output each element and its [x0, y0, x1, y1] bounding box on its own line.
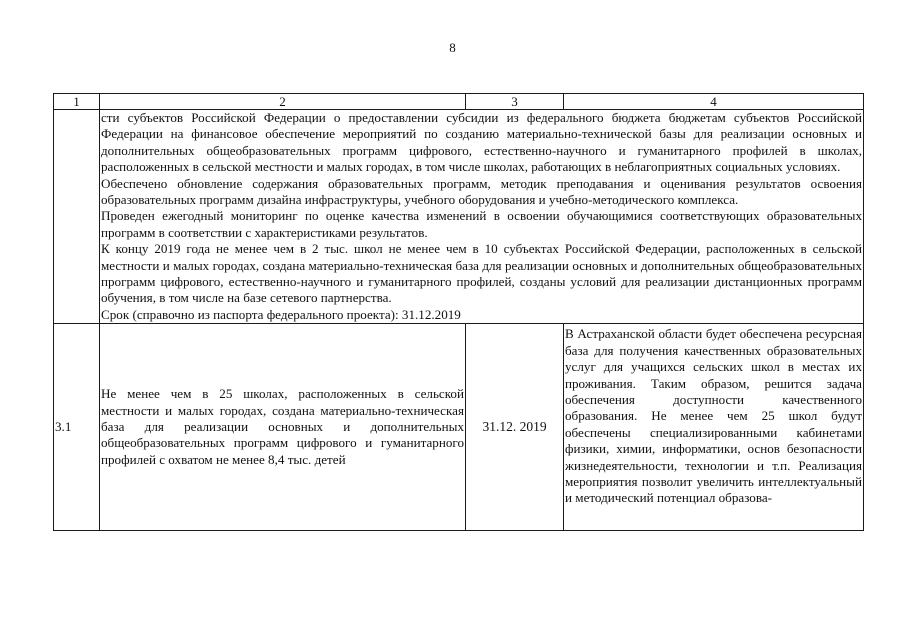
- intro-paragraph: сти субъектов Российской Федерации о предоставлении субсидии из федерального бюджета бюджетам субъектов Российской Федерации на финансовое обеспечение мероприятий по созданию материально-технической базы для реализации основных и дополнительных общеобразовательных программ цифрового, естественно-научного и гуманитарного профилей в школах, расположенных в сельской местности и малых городах, в том числе школах, работающих в неблагоприятных социальных условиях.: [101, 110, 862, 175]
- empty-number-cell: [54, 110, 100, 324]
- intro-paragraph: К концу 2019 года не менее чем в 2 тыс. школ не менее чем в 10 субъектах Российской Федерации, расположенных в сельской местности и малых городах, создана материально-техническая база для реализации основных и дополнительных общеобразовательных программ цифрового, естественно-научного и гуманитарного профилей, созданы условий для реализации дистанционных программ обучения, в том числе на базе сетевого партнерства.: [101, 241, 862, 306]
- row-number-cell: 3.1: [54, 324, 100, 531]
- comment-text: В Астраханской области будет обеспечена ресурсная база для получения качественных образовательных услуг для учащихся сельских школ в местах их проживания. Таким образом, решится задача обеспечения доступности качественного образования. Не менее чем 25 школ будут обеспечены специализированными кабинетами физики, химии, информатики, основ безопасности жизнедеятельности, технологии и т.п. Реализация мероприятия позволит увеличить интеллектуальный и методический потенциал образова-: [565, 326, 862, 506]
- column-header-2: 2: [100, 94, 466, 110]
- measure-description-cell: Не менее чем в 25 школах, расположенных в сельской местности и малых городах, создана материально-техническая база для реализации основных и дополнительных общеобразовательных программ цифрового и гуманитарного профилей с охватом не менее 8,4 тыс. детей: [100, 324, 466, 531]
- intro-paragraph: Обеспечено обновление содержания образовательных программ, методик преподавания и оценивания результатов освоения образовательных программ дизайна инфраструктуры, учебного оборудования и учебно-методического комплекса.: [101, 175, 862, 208]
- intro-paragraph: Проведен ежегодный мониторинг по оценке качества изменений в освоении обучающимися соответствующих образовательных программ в соответствии с характеристиками результатов.: [101, 208, 862, 240]
- column-header-3: 3: [466, 94, 564, 110]
- table-header-row: [54, 94, 864, 110]
- intro-text-cell: [100, 110, 864, 324]
- table-row-intro: [54, 110, 864, 324]
- deadline-paragraph: Срок (справочно из паспорта федерального проекта): 31.12.2019: [101, 306, 461, 322]
- table-row-3-1: [54, 324, 864, 531]
- deadline-date-cell: 31.12. 2019: [466, 324, 564, 531]
- column-header-1: 1: [54, 94, 100, 110]
- comment-cell: [564, 324, 864, 531]
- page-number: 8: [449, 40, 456, 55]
- column-header-4: 4: [564, 94, 864, 110]
- measures-table: [53, 93, 864, 531]
